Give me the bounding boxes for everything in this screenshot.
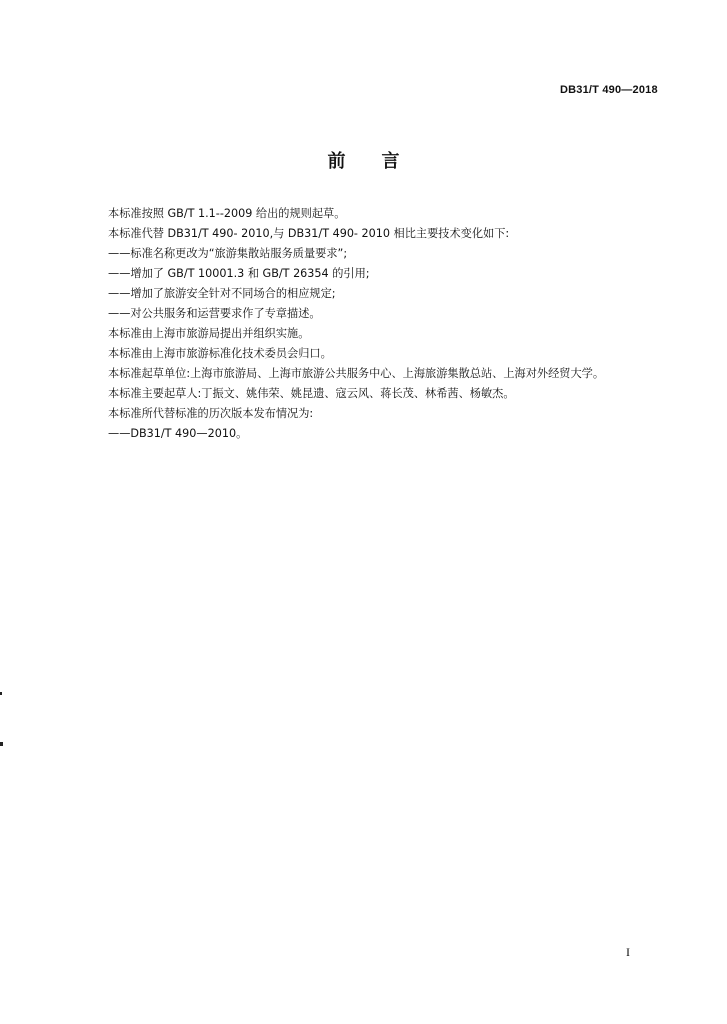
paragraph-replaces: 本标准代替 DB31/T 490- 2010,与 DB31/T 490- 2010 相比主要技术变化如下: xyxy=(108,227,510,240)
page-number: I xyxy=(626,945,630,959)
standard-code: DB31/T 490—2018 xyxy=(560,84,658,96)
foreword-body xyxy=(86,204,656,444)
list-item-change-2: ——增加了 GB/T 10001.3 和 GB/T 26354 的引用; xyxy=(108,267,370,280)
scan-speck-top xyxy=(0,692,2,695)
scan-speck-bottom xyxy=(0,742,3,746)
paragraph-under-jurisdiction: 本标准由上海市旅游标准化技术委员会归口。 xyxy=(108,347,332,360)
list-item-history-1: ——DB31/T 490—2010。 xyxy=(108,427,248,440)
paragraph-drafters: 本标准主要起草人:丁振文、姚伟荣、姚昆遗、寇云风、蒋长茂、林希茜、杨敏杰。 xyxy=(108,387,515,400)
page-title: 前言 xyxy=(327,151,436,172)
list-item-change-4: ——对公共服务和运营要求作了专章描述。 xyxy=(108,307,321,320)
paragraph-drafting-units: 本标准起草单位:上海市旅游局、上海市旅游公共服务中心、上海旅游集散总站、上海对外经贸大学。 xyxy=(108,367,605,380)
list-item-change-1: ——标准名称更改为“旅游集散站服务质量要求”; xyxy=(108,247,348,260)
paragraph-drafting-rules: 本标准按照 GB/T 1.1--2009 给出的规则起草。 xyxy=(108,207,346,220)
paragraph-proposed-by: 本标准由上海市旅游局提出并组织实施。 xyxy=(108,327,310,340)
paragraph-history: 本标准所代替标准的历次版本发布情况为: xyxy=(108,407,314,420)
list-item-change-3: ——增加了旅游安全针对不同场合的相应规定; xyxy=(108,287,336,300)
